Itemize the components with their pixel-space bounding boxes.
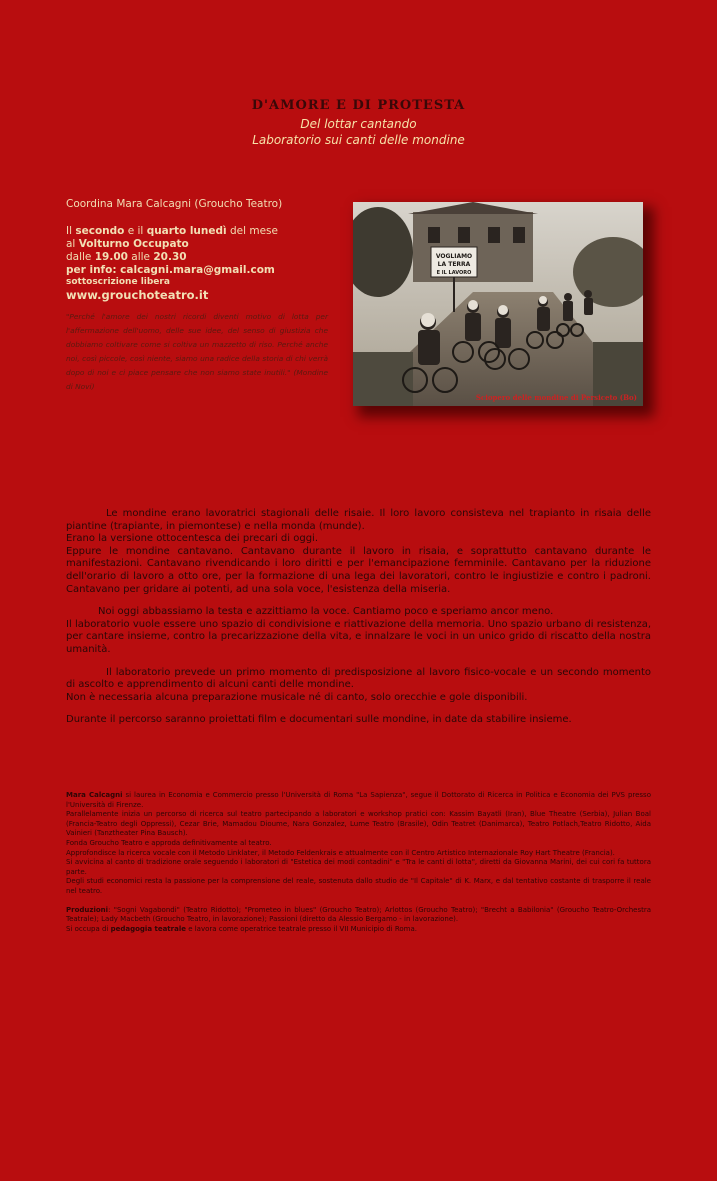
quote: "Perché l'amore dei nostri ricordi diventi motivo di lotta per l'affermazione dell'uomo, delle sue idee, del senso di giustizia che dobbiamo coltivare come si coltiva un mazzetto di riso. Perché anche noi, così piccole, così niente, siamo una radice della storia di chi verrà dopo di noi e ci piace pensare che non siamo state inutili." (Mondine di Novi) bbox=[66, 312, 328, 391]
bio-paragraph bbox=[66, 791, 651, 810]
schedule-text: dalle bbox=[66, 251, 95, 263]
schedule-hours bbox=[66, 251, 328, 264]
spacer bbox=[66, 897, 651, 906]
schedule-fourth-monday: quarto lunedì bbox=[146, 225, 227, 237]
paragraph: Il laboratorio vuole essere uno spazio di condivisione e riattivazione della memoria. Uno spazio urbano di resistenza, per cantare insieme, contro la precarizzazione della vita, e innalzare le voci in un unico grido di riscatto della nostra umanità. bbox=[66, 618, 651, 655]
bio-paragraph: Si avvicina al canto di tradizione orale seguendo i laboratori di "Estetica dei modi contadini" e "Tra le canti di lotta", diretti da Giovanna Marini, dei cui cori fa tuttora parte. bbox=[66, 858, 651, 876]
bio-name: Mara Calcagni bbox=[66, 791, 123, 799]
schedule-days bbox=[66, 225, 328, 238]
end-time: 20.30 bbox=[153, 251, 187, 263]
spacer bbox=[66, 596, 651, 606]
title-block bbox=[0, 98, 717, 148]
productions-text: : "Sogni Vagabondi" (Teatro Ridotto); "Prometeo in blues" (Groucho Teatro); Arlottos (Groucho Teatro); "Brecht a Babilonia" (Groucho Teatro-Orchestra Teatrale); Lady Macbeth (Groucho Teatro, in lavorazione); Passioni (diretto da Alessio Bergamo - in lavorazione). bbox=[66, 905, 651, 924]
pedagogy-highlight: pedagogia teatrale bbox=[110, 924, 186, 933]
bio-paragraph: Degli studi economici resta la passione per la comprensione del reale, sostenuta dallo studio de "Il Capitale" di K. Marx, e dal tentativo costante di trasporre il reale nel teatro. bbox=[66, 877, 651, 895]
subtitle-lab: Laboratorio sui canti delle mondine bbox=[252, 133, 465, 147]
venue-name: Volturno Occupato bbox=[78, 238, 189, 250]
photo-caption: Sciopero delle mondine di Persiceto (Bo) bbox=[475, 393, 637, 402]
sign-text: VOGLIAMO bbox=[435, 253, 473, 260]
biography bbox=[66, 791, 651, 934]
contact-email: per info: calcagni.mara@gmail.com bbox=[66, 264, 275, 276]
productions-label: Produzioni bbox=[66, 905, 109, 914]
page-title: D'AMORE E DI PROTESTA bbox=[251, 98, 466, 113]
event-info bbox=[66, 198, 328, 394]
bio-text: si laurea in Economia e Commercio presso l'Università di Roma "La Sapienza", segue il Dottorato di Ricerca in Politica e Economia dei PVS presso l'Università di Firenze. bbox=[66, 791, 651, 809]
pedagogy bbox=[66, 925, 651, 935]
schedule-venue bbox=[66, 238, 328, 251]
schedule-second: secondo bbox=[75, 225, 125, 237]
schedule-text: e il bbox=[124, 225, 147, 237]
bio-text: Si occupa di bbox=[66, 924, 111, 933]
paragraph: Le mondine erano lavoratrici stagionali delle risaie. Il loro lavoro consisteva nel trapianto in risaia delle piantine (trapiante, in piemontese) e nella monda (munde). bbox=[66, 508, 651, 532]
schedule-text: Il bbox=[66, 225, 76, 237]
spacer bbox=[66, 657, 651, 667]
website-link[interactable]: www.grouchoteatro.it bbox=[66, 288, 209, 302]
bio-paragraph: Approfondisce la ricerca vocale con il Metodo Linklater, il Metodo Feldenkrais e attualmente con il Centro Artistico Internazionale Roy Hart Theatre (Francia). bbox=[66, 848, 615, 857]
schedule-text: del mese bbox=[226, 225, 278, 237]
sign-text: E IL LAVORO bbox=[436, 270, 472, 276]
paragraph: Eppure le mondine cantavano. Cantavano durante il lavoro in risaia, e soprattutto cantavano durante le manifestazioni. Cantavano rivendicando i loro diritti e per l'emancipazione femminile. Cantavano per la riduzione dell'orario di lavoro a otto ore, per la formazione di una lega dei lavoratori, contro le ingiustizie e contro i padroni. Cantavano per gridare ai potenti, ad una sola voce, l'esistenza della miseria. bbox=[66, 545, 651, 595]
bio-paragraph: Parallelamente inizia un percorso di ricerca sul teatro partecipando a laboratori e workshop pratici con: Kassim Bayatli (Iran), Blue Theatre (Serbia), Julian Boal (Francia-Teatro degli Oppressi), Cezar Brie, Mamadou Dioume, Nara Gonzalez, Lume Teatro (Brasile), Odin Teatret (Danimarca), Teatro Potlach,Teatro Ridotto, Aida Vainieri (Tanztheater Pina Bausch). bbox=[66, 810, 651, 838]
sign-text: LA TERRA bbox=[437, 261, 471, 268]
paragraph: Noi oggi abbassiamo la testa e azzittiamo la voce. Cantiamo poco e speriamo ancor meno. bbox=[98, 606, 554, 618]
bio-paragraph: Fonda Groucho Teatro e approda definitivamente al teatro. bbox=[66, 838, 272, 847]
paragraph: Durante il percorso saranno proiettati film e documentari sulle mondine, in date da stabilire insieme. bbox=[66, 714, 572, 726]
productions bbox=[66, 906, 651, 925]
paragraph: Il laboratorio prevede un primo momento di predisposizione al lavoro fisico-vocale e un secondo momento di ascolto e apprendimento di alcuni canti delle mondine. bbox=[66, 666, 651, 691]
paragraph: Non è necessaria alcuna preparazione musicale né di canto, solo orecchie e gole disponibili. bbox=[66, 691, 528, 703]
schedule-text: alle bbox=[127, 251, 154, 263]
description bbox=[66, 508, 651, 727]
subtitle: Del lottar cantando bbox=[300, 117, 417, 131]
bio-text: e lavora come operatrice teatrale presso il VII Municipio di Roma. bbox=[185, 924, 418, 933]
schedule bbox=[66, 225, 328, 264]
photo-illustration bbox=[353, 202, 643, 406]
protest-photo bbox=[353, 202, 643, 406]
schedule-text: al bbox=[66, 238, 79, 250]
start-time: 19.00 bbox=[94, 251, 128, 263]
spacer bbox=[66, 704, 651, 714]
coordinator: Coordina Mara Calcagni (Groucho Teatro) bbox=[66, 198, 283, 210]
fee-note: sottoscrizione libera bbox=[66, 277, 170, 287]
paragraph: Erano la versione ottocentesca dei precari di oggi. bbox=[66, 533, 319, 545]
